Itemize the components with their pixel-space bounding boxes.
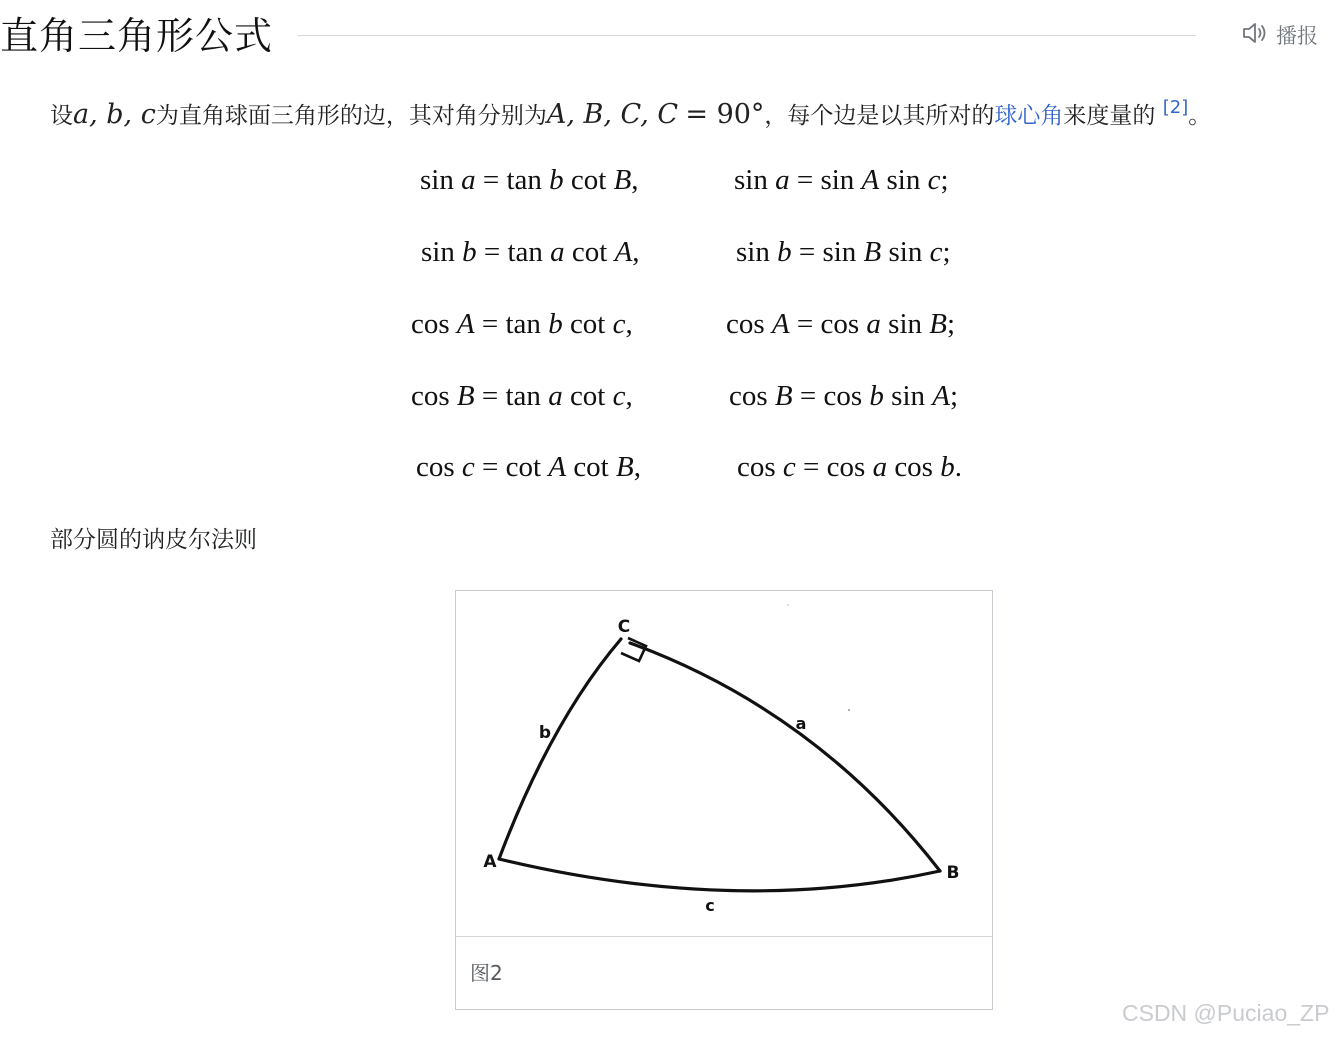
speck [787, 604, 789, 606]
formula-row3-left: cos A = tan b cot c, [411, 308, 633, 340]
watermark: CSDN @Puciao_ZP [1122, 1000, 1330, 1026]
formula-row1-left: sin a = tan b cot B, [420, 164, 639, 196]
reference-link[interactable]: [2] [1162, 97, 1189, 118]
figure-caption: 图2 [470, 961, 503, 985]
intro-sides: a, b, c [73, 99, 156, 130]
right-angle-marker [621, 638, 646, 661]
intro-paragraph [50, 86, 1320, 138]
vertex-c-label: C [617, 617, 631, 637]
spherical-triangle-diagram[interactable] [456, 591, 992, 936]
speaker-icon [1242, 21, 1268, 50]
intro-prefix: 设 [50, 103, 73, 129]
formula-row4-left: cos B = tan a cot c, [411, 380, 633, 412]
intro-end: 。 [1188, 103, 1212, 129]
intro-suffix: 来度量的 [1063, 103, 1156, 129]
central-angle-link[interactable]: 球心角 [994, 103, 1064, 129]
formula-row3-right: cos A = cos a sin B; [726, 308, 956, 340]
vertex-a-label: A [483, 852, 497, 872]
intro-angles: A, B, C, C [546, 99, 679, 130]
speak-label: 播报 [1276, 24, 1318, 48]
napier-rules-heading: 部分圆的讷皮尔法则 [50, 527, 257, 553]
speck [848, 709, 850, 711]
figure-box [455, 590, 993, 1010]
title-divider [298, 35, 1196, 36]
side-b-label: b [538, 723, 552, 743]
formula-row1-right: sin a = sin A sin c; [734, 164, 949, 196]
side-a-arc [630, 643, 940, 871]
side-c-arc [499, 859, 940, 891]
intro-equals: = 90° [685, 99, 765, 130]
formula-row5-left: cos c = cot A cot B, [416, 451, 641, 483]
section-title: 直角三角形公式 [0, 14, 274, 58]
intro-middle: 为直角球面三角形的边，其对角分别为 [155, 103, 547, 129]
intro-after-angle: ，每个边是以其所对的 [764, 103, 995, 129]
formula-row2-right: sin b = sin B sin c; [736, 236, 951, 268]
speak-button[interactable] [1242, 20, 1318, 50]
figure-divider [456, 936, 992, 937]
side-b-arc [499, 639, 621, 859]
section-header [0, 8, 1338, 64]
side-a-label: a [795, 714, 807, 733]
side-c-label: c [705, 896, 715, 915]
formula-row2-left: sin b = tan a cot A, [421, 236, 640, 268]
formula-row5-right: cos c = cos a cos b. [737, 451, 962, 483]
vertex-b-label: B [946, 863, 960, 883]
formula-row4-right: cos B = cos b sin A; [729, 380, 959, 412]
